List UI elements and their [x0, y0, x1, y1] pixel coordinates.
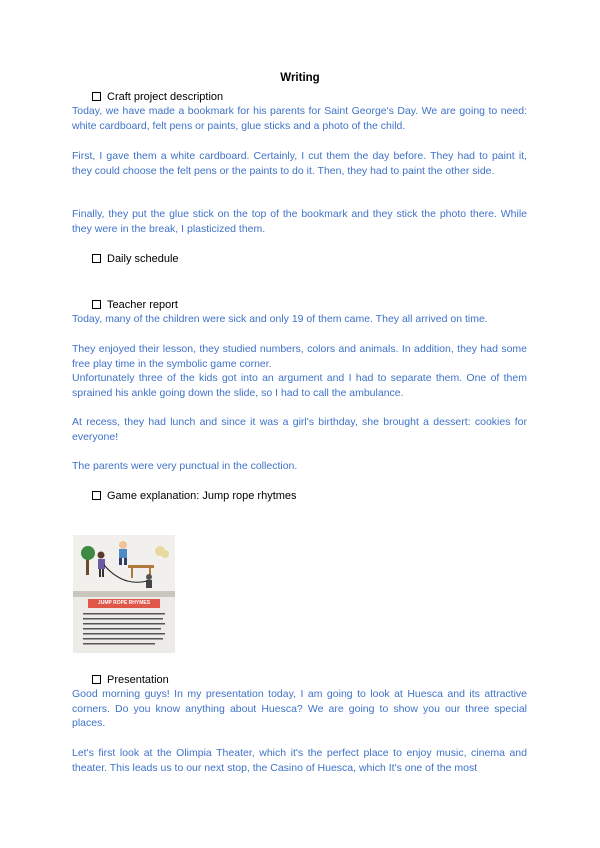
- jump-rope-illustration: [73, 535, 175, 653]
- checkbox-icon[interactable]: [92, 491, 101, 500]
- teacher-report-label: Teacher report: [107, 298, 178, 311]
- jump-rope-rhymes-image: [73, 535, 175, 653]
- craft-paragraph-2: First, I gave them a white cardboard. Certainly, I cut them the day before. They had to paint it, they could choose the felt pens or the paints to do it. Then, they had to paint the other side.: [72, 150, 527, 177]
- presentation-paragraph-1: Good morning guys! In my presentation today, I am going to look at Huesca and its attractive corners. Do you know anything about Huesca? We are going to show you our three special places.: [72, 688, 527, 730]
- game-explanation-label: Game explanation: Jump rope rhytmes: [107, 489, 297, 502]
- craft-paragraph-1: Today, we have made a bookmark for his parents for Saint George's Day. We are going to need: white cardboard, felt pens or paints, glue sticks and a photo of the child.: [72, 105, 527, 132]
- daily-schedule-checkbox-row[interactable]: [92, 252, 179, 265]
- presentation-checkbox-row[interactable]: [92, 673, 169, 686]
- checkbox-icon[interactable]: [92, 300, 101, 309]
- craft-project-label: Craft project description: [107, 90, 224, 103]
- teacher-paragraph-4: At recess, they had lunch and since it was a girl's birthday, she brought a dessert: cookies for everyone!: [72, 416, 527, 443]
- image-banner-text: JUMP ROPE RHYMES: [97, 600, 151, 606]
- game-explanation-checkbox-row[interactable]: [92, 489, 297, 502]
- teacher-paragraph-2: They enjoyed their lesson, they studied numbers, colors and animals. In addition, they had some free play time in the symbolic game corner.: [72, 343, 527, 370]
- craft-paragraph-3: Finally, they put the glue stick on the top of the bookmark and they stick the photo there. While they were in the break, I plasticized them.: [72, 208, 527, 235]
- checkbox-icon[interactable]: [92, 92, 101, 101]
- presentation-label: Presentation: [107, 673, 169, 686]
- teacher-paragraph-1: Today, many of the children were sick and only 19 of them came. They all arrived on time.: [72, 313, 488, 325]
- checkbox-icon[interactable]: [92, 675, 101, 684]
- page-title: Writing: [280, 72, 320, 84]
- teacher-paragraph-5: The parents were very punctual in the collection.: [72, 460, 298, 472]
- daily-schedule-label: Daily schedule: [107, 252, 179, 265]
- checkbox-icon[interactable]: [92, 254, 101, 263]
- teacher-report-checkbox-row[interactable]: [92, 298, 178, 311]
- presentation-paragraph-2: Let's first look at the Olimpia Theater, which it's the perfect place to enjoy music, cinema and theater. This leads us to our next stop, the Casino of Huesca, which It's one of the most: [72, 747, 527, 774]
- craft-project-checkbox-row[interactable]: [92, 90, 223, 103]
- teacher-paragraph-3: Unfortunately three of the kids got into an argument and I had to separate them. One of them sprained his ankle going down the slide, so I had to call the ambulance.: [72, 372, 527, 399]
